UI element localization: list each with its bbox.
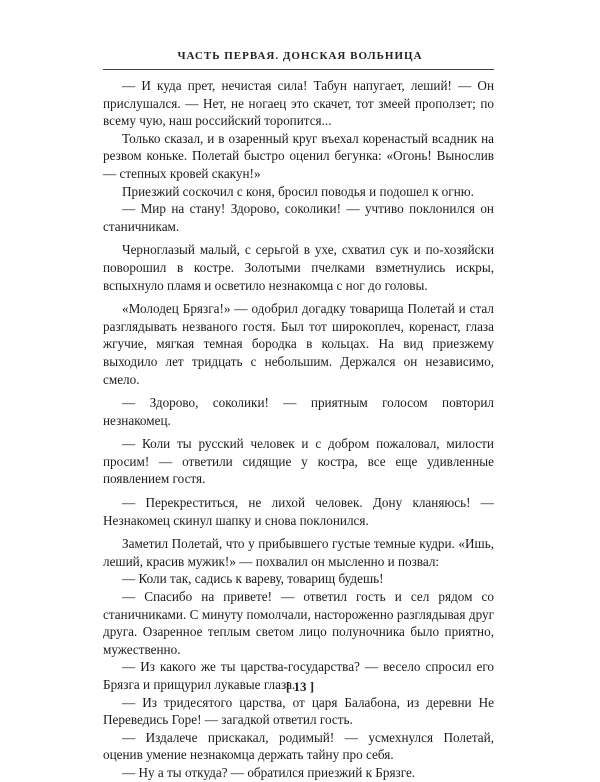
- paragraph: — Коли ты русский человек и с добром пожаловал, милости просим! — ответили сидящие у костра, все еще удивленные появлением гостя.: [103, 436, 494, 487]
- paragraph: «Молодец Брязга!» — одобрил догадку товарища Полетай и стал разглядывать незваного гостя. Был тот широкоплеч, коренаст, глаза жгучие, мягкая темная бородка в кольцах. На вид приезжему выходило лет тридцать с небольшим. Держался он независимо, смело.: [103, 301, 494, 387]
- paragraph: Черноглазый малый, с серьгой в ухе, схватил сук и по-хозяйски поворошил в костре. Золотыми пчелками взметнулись искры, вспыхнуло пламя и осветило незнакомца с ног до головы.: [103, 242, 494, 293]
- paragraph: Приезжий соскочил с коня, бросил поводья и подошел к огню.: [122, 183, 474, 199]
- header-rule: [103, 69, 494, 70]
- paragraph: — И куда прет, нечистая сила! Табун напугает, леший! — Он прислушался. — Нет, не ногаец это скачет, тот змеей проползет; по всему чую, наш российский торопится...: [103, 78, 494, 129]
- paragraph: Заметил Полетай, что у прибывшего густые темные кудри. «Ишь, леший, красив мужик!» — похвалил он мысленно и позвал:: [103, 536, 494, 569]
- paragraph: Только сказал, и в озаренный круг въехал коренастый всадник на резвом коньке. Полетай быстро оценил бегунка: «Огонь! Вынослив — степных кровей скакун!»: [103, 130, 494, 181]
- paragraph: — Из тридесятого царства, от царя Балабона, из деревни Не Переведись Горе! — загадкой ответил гость.: [103, 694, 494, 728]
- paragraph: — Издалече прискакал, родимый! — усмехнулся Полетай, оценив умение незнакомца держать тайну про себя.: [103, 729, 494, 763]
- paragraph: — Мир на стану! Здорово, соколики! — учтиво поклонился он станичникам.: [103, 201, 494, 234]
- page-number: [ 13 ]: [285, 679, 315, 694]
- running-head: ЧАСТЬ ПЕРВАЯ. ДОНСКАЯ ВОЛЬНИЦА: [177, 50, 423, 62]
- paragraph: — Из какого же ты царства-государства? — весело спросил его Брязга и прищурил лукавые глаза.: [103, 659, 494, 692]
- body-text: [103, 77, 494, 782]
- paragraph: — Ну а ты откуда? — обратился приезжий к Брязге.: [122, 764, 416, 780]
- paragraph: — Здорово, соколики! — приятным голосом повторил незнакомец.: [103, 395, 494, 428]
- paragraph: — Спасибо на привете! — ответил гость и сел рядом со станичниками. С минуту помолчали, настороженно разглядывая друг друга. Озаренное теплым светом лицо полуночника было приятно, мужественно.: [103, 589, 494, 657]
- paragraph: — Перекреститься, не лихой человек. Дону кланяюсь! — Незнакомец скинул шапку и снова поклонился.: [103, 495, 494, 528]
- paragraph: — Коли так, садись к вареву, товарищ будешь!: [122, 571, 384, 587]
